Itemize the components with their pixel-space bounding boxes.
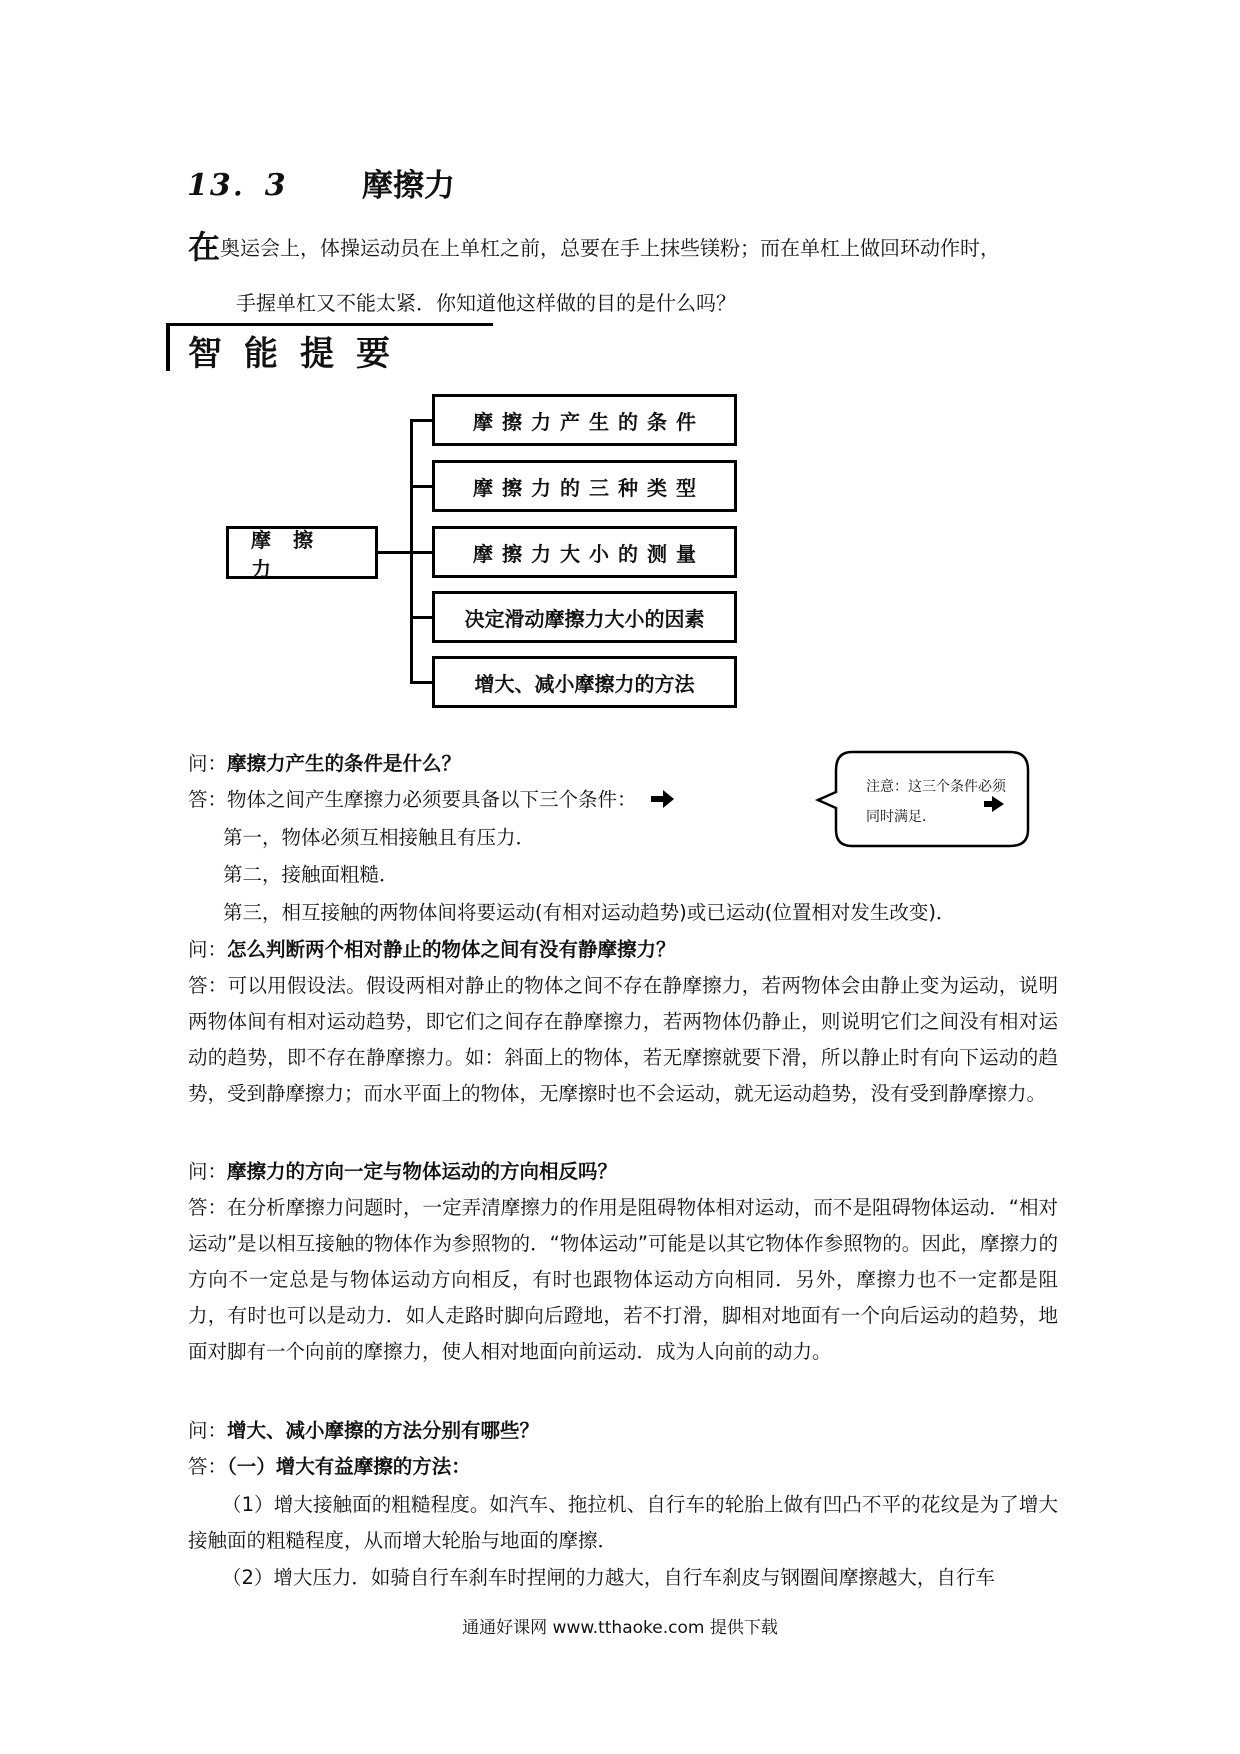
diagram-root: 摩擦力	[226, 526, 378, 579]
answer-4-point-2: （2）增大压力．如骑自行车刹车时捏闸的力越大，自行车刹皮与钢圈间摩擦越大，自行车	[222, 1566, 995, 1589]
question-3: 问：摩擦力的方向一定与物体运动的方向相反吗？	[188, 1160, 618, 1183]
diagram-branch: 摩擦力大小的测量	[432, 526, 737, 578]
note-text: 注意：这三个条件必须同时满足．	[866, 779, 1006, 825]
banner-bar	[166, 323, 170, 371]
answer-4-point-1: （1）增大接触面的粗糙程度。如汽车、拖拉机、自行车的轮胎上做有凹凸不平的花纹是为了增大接触面的粗糙程度，从而增大轮胎与地面的摩擦．	[188, 1493, 1058, 1552]
intro-line-1	[188, 228, 1068, 266]
answer-3: 答：在分析摩擦力问题时，一定弄清摩擦力的作用是阻碍物体相对运动，而不是阻碍物体运动．“相对运动”是以相互接触的物体作为参照物的．“物体运动”可能是以其它物体作参照物的。因此，摩擦力的方向不一定总是与物体运动方向相反，有时也跟物体运动方向相同．另外，摩擦力也不一定都是阻力，有时也可以是动力．如人走路时脚向后蹬地，若不打滑，脚相对地面有一个向后运动的趋势，地面对脚有一个向前的摩擦力，使人相对地面向前运动．成为人向前的动力。	[188, 1196, 1058, 1363]
answer-1-item: 第二，接触面粗糙．	[223, 863, 399, 886]
question-2: 问：怎么判断两个相对静止的物体之间有没有静摩擦力？	[188, 938, 676, 961]
diagram-branch: 决定滑动摩擦力大小的因素	[432, 591, 737, 643]
diagram-branch-line	[410, 616, 432, 619]
banner-title: 智能提要	[188, 334, 412, 374]
question-1: 问：摩擦力产生的条件是什么？	[188, 752, 462, 775]
answer-1-item: 第三，相互接触的两物体间将要运动(有相对运动趋势)或已运动(位置相对发生改变)．	[223, 901, 956, 924]
diagram-branch-line	[410, 551, 432, 554]
section-number: 13．3	[187, 168, 288, 203]
diagram-branch-line	[410, 681, 432, 684]
intro-line-2: 手握单杠又不能太紧．你知道他这样做的目的是什么吗？	[236, 291, 736, 315]
section-title: 摩擦力	[362, 168, 455, 204]
diagram-branch: 摩擦力产生的条件	[432, 394, 737, 446]
arrow-right-icon	[649, 789, 675, 809]
answer-2: 答：可以用假设法。假设两相对静止的物体之间不存在静摩擦力，若两物体会由静止变为运动，说明两物体间有相对运动趋势，即它们之间存在静摩擦力，若两物体仍静止，则说明它们之间没有相对运动的趋势，即不存在静摩擦力。如：斜面上的物体，若无摩擦就要下滑，所以静止时有向下运动的趋势，受到静摩擦力；而水平面上的物体，无摩擦时也不会运动，就无运动趋势，没有受到静摩擦力。	[188, 974, 1058, 1105]
diagram-connector	[378, 551, 412, 554]
diagram-branch-line	[410, 485, 432, 488]
page-footer: 通通好课网 www.tthaoke.com 提供下载	[462, 1618, 778, 1638]
answer-1-item: 第一，物体必须互相接触且有压力．	[223, 826, 536, 849]
diagram-branch: 增大、减小摩擦力的方法	[432, 656, 737, 708]
question-4: 问：增大、减小摩擦的方法分别有哪些？	[188, 1419, 540, 1442]
intro-dropcap: 在	[188, 228, 221, 266]
diagram-branch-line	[410, 419, 432, 422]
answer-1: 答：物体之间产生摩擦力必须要具备以下三个条件：	[188, 782, 1058, 818]
answer-4: 答：（一）增大有益摩擦的方法：	[188, 1455, 471, 1478]
diagram-branch: 摩擦力的三种类型	[432, 460, 737, 512]
intro-text-1: 奥运会上，体操运动员在上单杠之前，总要在手上抹些镁粉；而在单杠上做回环动作时，	[220, 236, 1001, 260]
